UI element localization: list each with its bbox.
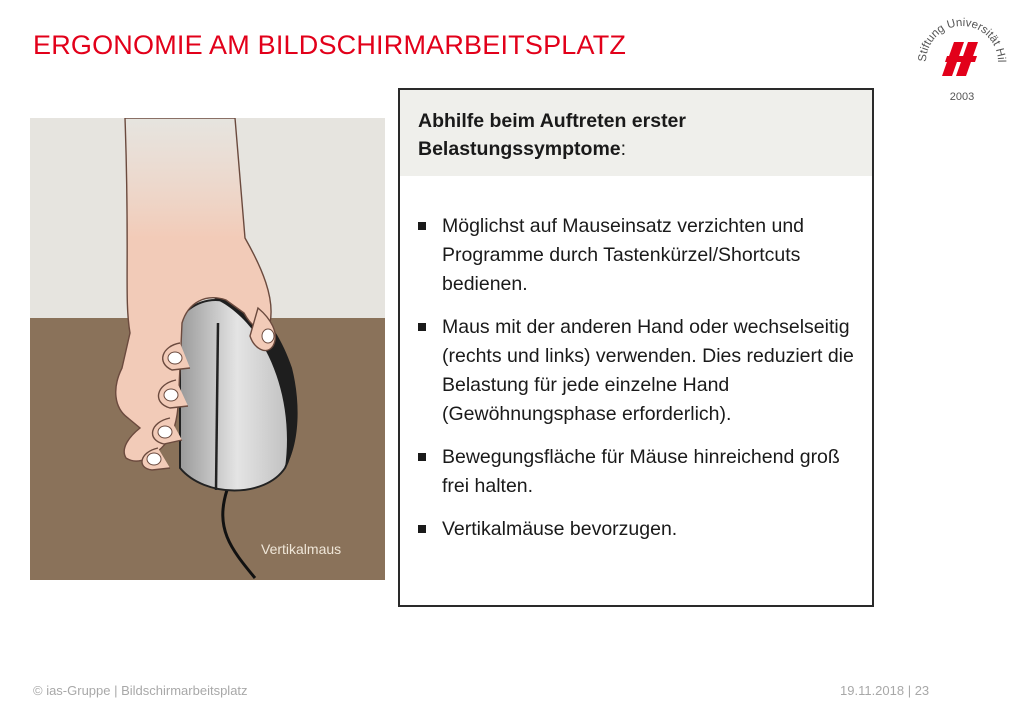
svg-text:Stiftung Universität Hildeshei	[912, 14, 1007, 62]
university-logo	[912, 14, 1012, 104]
square-bullet-icon	[418, 453, 426, 461]
list-item-text: Vertikalmäuse bevorzugen.	[442, 518, 678, 540]
square-bullet-icon	[418, 222, 426, 230]
square-bullet-icon	[418, 525, 426, 533]
heading-bold-text: Abhilfe beim Auftreten erster Belastungssymptome	[418, 110, 686, 160]
remedy-box-header	[400, 90, 872, 176]
slide-title: ERGONOMIE AM BILDSCHIRMARBEITSPLATZ	[33, 30, 627, 60]
heading-colon: :	[620, 138, 627, 160]
list-item	[416, 313, 856, 429]
remedy-box	[398, 88, 874, 607]
remedy-box-heading	[418, 107, 858, 163]
illustration-caption: Vertikalmaus	[261, 541, 342, 557]
footer-date-page: 19.11.2018 | 23	[840, 683, 930, 698]
list-item-text: Bewegungsfläche für Mäuse hinreichend groß frei halten.	[442, 446, 840, 497]
list-item	[416, 443, 856, 501]
list-item-text: Maus mit der anderen Hand oder wechselseitig (rechts und links) verwenden. Dies reduziert die Belastung für jede einzelne Hand (Gewöhnungsphase erforderlich).	[442, 316, 854, 425]
logo-year: 2003	[949, 91, 975, 103]
vertical-mouse-illustration	[30, 118, 385, 583]
footer-copyright: © ias-Gruppe | Bildschirmarbeitsplatz	[33, 683, 248, 698]
list-item	[416, 515, 856, 544]
list-item	[416, 212, 856, 299]
square-bullet-icon	[418, 323, 426, 331]
remedy-list	[416, 212, 856, 558]
list-item-text: Möglichst auf Mauseinsatz verzichten und Programme durch Tastenkürzel/Shortcuts bedienen.	[442, 215, 805, 295]
logo-ring-text: Stiftung Universität Hil	[916, 16, 1008, 63]
